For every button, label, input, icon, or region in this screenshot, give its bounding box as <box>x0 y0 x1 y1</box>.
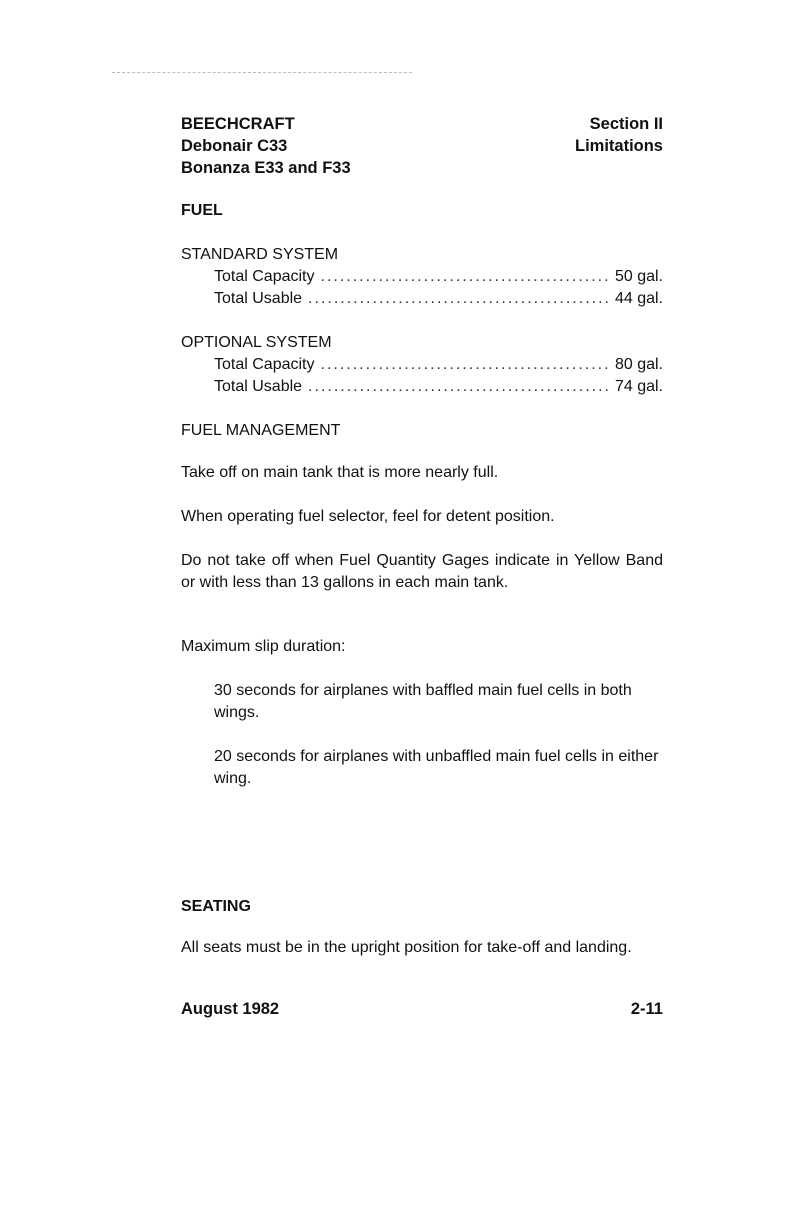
seating-text: All seats must be in the upright position for take-off and landing. <box>181 939 632 956</box>
header-left <box>181 113 351 179</box>
seating-heading: SEATING <box>181 898 251 915</box>
fuel-heading: FUEL <box>181 202 223 219</box>
fuel-management-para-1: Take off on main tank that is more nearly full. <box>181 464 499 481</box>
section-title: Limitations <box>574 137 663 155</box>
spec-label: Total Capacity <box>214 356 315 373</box>
fuel-management-heading: FUEL MANAGEMENT <box>181 422 341 439</box>
fuel-management-para-3: Do not take off when Fuel Quantity Gages indicate in Yellow Band or with less than 13 gallons in each main tank. <box>181 552 663 591</box>
spec-row <box>181 376 663 398</box>
revision-date: August 1982 <box>181 1000 280 1018</box>
slip-duration-intro: Maximum slip duration: <box>181 638 346 655</box>
model-line-2: Bonanza E33 and F33 <box>181 159 351 177</box>
spec-label: Total Usable <box>214 290 303 307</box>
leader-dots <box>321 354 609 376</box>
standard-system <box>181 244 663 310</box>
header-right <box>575 113 663 157</box>
spec-row <box>181 288 663 310</box>
spec-value: 44 gal. <box>614 290 663 307</box>
spec-label: Total Usable <box>214 378 303 395</box>
optional-system <box>181 332 663 398</box>
spec-label: Total Capacity <box>214 268 315 285</box>
spec-value: 50 gal. <box>614 268 663 285</box>
manufacturer: BEECHCRAFT <box>181 115 295 133</box>
spec-row <box>181 354 663 376</box>
spec-value: 74 gal. <box>614 378 663 395</box>
leader-dots <box>308 288 609 310</box>
leader-dots <box>308 376 609 398</box>
slip-duration-unbaffled: 20 seconds for airplanes with unbaffled main fuel cells in either wing. <box>214 748 659 787</box>
model-line-1: Debonair C33 <box>181 137 288 155</box>
slip-duration-baffled: 30 seconds for airplanes with baffled main fuel cells in both wings. <box>214 682 632 721</box>
fuel-management-para-2: When operating fuel selector, feel for detent position. <box>181 508 555 525</box>
section-number: Section II <box>589 115 663 133</box>
spec-row <box>181 266 663 288</box>
page-number: 2-11 <box>630 1000 663 1018</box>
spec-value: 80 gal. <box>614 356 663 373</box>
leader-dots <box>321 266 609 288</box>
optional-system-title: OPTIONAL SYSTEM <box>181 334 332 351</box>
standard-system-title: STANDARD SYSTEM <box>181 246 339 263</box>
scan-artifact-line <box>112 72 412 73</box>
